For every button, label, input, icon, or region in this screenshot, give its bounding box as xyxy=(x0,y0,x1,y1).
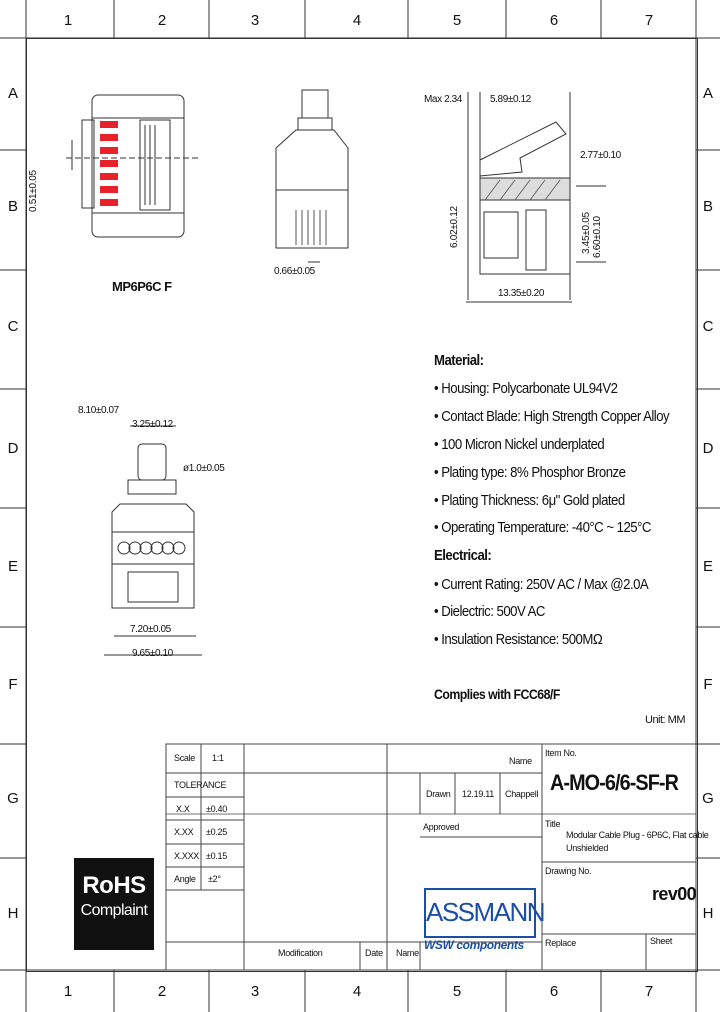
row-f-right: F xyxy=(703,676,713,693)
electrical-item: • Current Rating: 250V AC / Max @2.0A xyxy=(434,576,649,593)
tol-key: X.X xyxy=(176,804,190,814)
row-e-left: E xyxy=(7,558,18,575)
name2-label: Name xyxy=(396,948,419,958)
tol-key: X.XXX xyxy=(174,851,200,861)
modification-label: Modification xyxy=(278,948,323,958)
date-label: Date xyxy=(365,948,383,958)
col-4-bottom: 4 xyxy=(352,983,362,1000)
dim-345: 3.45±0.05 xyxy=(581,212,592,254)
dim-277: 2.77±0.10 xyxy=(580,150,621,161)
assmann-logo: ASSMANN xyxy=(424,888,536,938)
col-3-top: 3 xyxy=(250,12,260,29)
rohs-title: RoHS xyxy=(82,872,146,899)
col-4-top: 4 xyxy=(352,12,362,29)
col-5-top: 5 xyxy=(452,12,462,29)
dim-660: 6.60±0.10 xyxy=(592,216,603,258)
material-heading: Material: xyxy=(434,352,484,369)
title-line-1: Modular Cable Plug - 6P6C, Flat cable xyxy=(566,830,709,840)
dim-810: 8.10±0.07 xyxy=(78,405,119,416)
tol-key: Angle xyxy=(174,874,196,884)
row-a-left: A xyxy=(7,85,18,102)
row-h-right: H xyxy=(702,905,714,922)
dim-1335: 13.35±0.20 xyxy=(498,288,544,299)
row-a-right: A xyxy=(702,85,713,102)
col-3-bottom: 3 xyxy=(250,983,260,1000)
row-d-right: D xyxy=(702,440,714,457)
electrical-heading: Electrical: xyxy=(434,547,492,564)
material-item: • Contact Blade: High Strength Copper Alloy xyxy=(434,408,670,425)
tol-key: X.XX xyxy=(174,827,194,837)
row-h-left: H xyxy=(7,905,19,922)
dim-max: Max 2.34 xyxy=(424,94,462,105)
col-1-top: 1 xyxy=(63,12,73,29)
contacts-red xyxy=(100,121,118,206)
col-2-bottom: 2 xyxy=(157,983,167,1000)
col-1-bottom: 1 xyxy=(63,983,73,1000)
drawn-name: Chappell xyxy=(505,789,539,799)
dim-965: 9.65±0.10 xyxy=(132,648,173,659)
col-2-top: 2 xyxy=(157,12,167,29)
title-label: Title xyxy=(545,819,561,829)
row-c-left: C xyxy=(7,318,19,335)
electrical-item: • Insulation Resistance: 500MΩ xyxy=(434,631,603,648)
col-7-bottom: 7 xyxy=(644,983,654,1000)
row-d-left: D xyxy=(7,440,19,457)
drawing-no-label: Drawing No. xyxy=(545,866,592,876)
row-b-right: B xyxy=(702,198,713,215)
drawn-label: Drawn xyxy=(426,789,451,799)
tol-val: ±2° xyxy=(208,874,221,884)
sheet-label: Sheet xyxy=(650,936,673,946)
scale-value: 1:1 xyxy=(212,753,224,763)
row-g-left: G xyxy=(7,790,19,807)
material-item: • Housing: Polycarbonate UL94V2 xyxy=(434,380,618,397)
row-e-right: E xyxy=(702,558,713,575)
dim-pitch: 0.51±0.05 xyxy=(28,170,39,212)
col-7-top: 7 xyxy=(644,12,654,29)
rohs-subtitle: Complaint xyxy=(80,902,148,919)
drawn-date: 12.19.11 xyxy=(462,789,494,799)
tol-val: ±0.40 xyxy=(206,804,227,814)
material-item: • Operating Temperature: -40°C ~ 125°C xyxy=(434,519,651,536)
scale-label: Scale xyxy=(174,753,196,763)
approved-label: Approved xyxy=(423,822,460,832)
title-line-2: Unshielded xyxy=(566,843,609,853)
assmann-logo-sub: WSW components xyxy=(424,938,524,952)
unit-label: Unit: MM xyxy=(645,714,685,726)
col-6-top: 6 xyxy=(549,12,559,29)
tolerance-label: TOLERANCE xyxy=(174,780,227,790)
col-5-bottom: 5 xyxy=(452,983,462,1000)
tol-val: ±0.25 xyxy=(206,827,227,837)
complies-text: Complies with FCC68/F xyxy=(434,686,560,702)
electrical-item: • Dielectric: 500V AC xyxy=(434,603,545,620)
row-b-left: B xyxy=(7,198,18,215)
dim-589: 5.89±0.12 xyxy=(490,94,531,105)
row-c-right: C xyxy=(702,318,714,335)
dim-602: 6.02±0.12 xyxy=(449,206,460,248)
row-g-right: G xyxy=(702,790,714,807)
material-item: • Plating Thickness: 6μ" Gold plated xyxy=(434,492,625,509)
replace-label: Replace xyxy=(545,938,576,948)
front-view-label: MP6P6C F xyxy=(112,279,172,294)
dim-720: 7.20±0.05 xyxy=(130,624,171,635)
dim-pin: 0.66±0.05 xyxy=(274,266,315,277)
revision: rev00 xyxy=(652,884,697,904)
tol-val: ±0.15 xyxy=(206,851,227,861)
dim-325: 3.25±0.12 xyxy=(132,419,173,430)
row-f-left: F xyxy=(8,676,18,693)
item-no-label: Item No. xyxy=(545,748,577,758)
col-6-bottom: 6 xyxy=(549,983,559,1000)
dim-phi: ø1.0±0.05 xyxy=(183,463,225,474)
material-item: • Plating type: 8% Phosphor Bronze xyxy=(434,464,626,481)
name-label: Name xyxy=(509,756,532,766)
material-item: • 100 Micron Nickel underplated xyxy=(434,436,605,453)
rohs-badge xyxy=(74,858,154,950)
item-number: A-MO-6/6-SF-R xyxy=(550,770,678,795)
